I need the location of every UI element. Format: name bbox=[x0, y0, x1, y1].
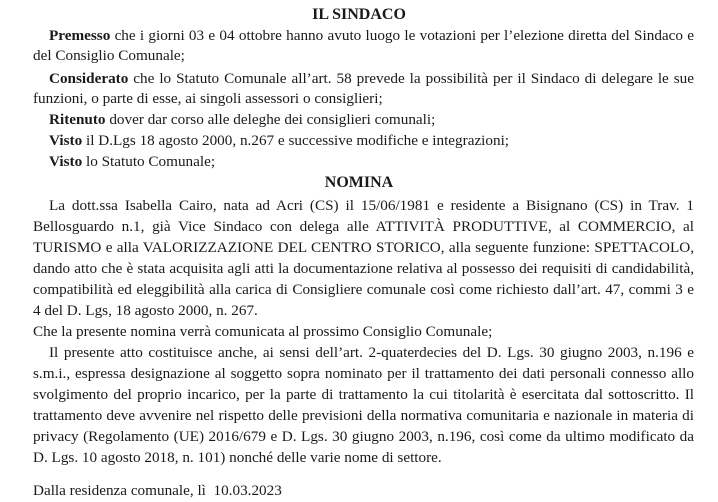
premise-visto-dlgs bbox=[0, 131, 718, 151]
premise-continuation: del Consiglio Comunale; bbox=[33, 47, 185, 64]
premise-keyword: Premesso bbox=[49, 27, 111, 44]
premise-keyword: Considerato bbox=[49, 70, 129, 87]
premise-continuation: funzioni, o parte di esse, ai singoli assessori o consiglieri; bbox=[33, 90, 383, 107]
nomina-heading: NOMINA bbox=[324, 174, 394, 191]
privacy-line: trattamento deve avvenire nel rispetto delle previsioni della normativa comunitaria e nazionale in materia di bbox=[33, 407, 694, 424]
premise-text: dover dar corso alle deleghe dei consiglieri comunali; bbox=[105, 111, 436, 128]
nomina-line: dando atto che è stata acquisita agli atti la documentazione relativa al possesso dei requisiti di candidabilità, bbox=[33, 260, 694, 277]
nomina-line: La dott.ssa Isabella Cairo, nata ad Acri (CS) il 15/06/1981 e residente a Bisignano (CS) in Trav. 1 bbox=[49, 197, 694, 214]
communication-line: Che la presente nomina verrà comunicata al prossimo Consiglio Comunale; bbox=[33, 323, 493, 340]
premise-considerato bbox=[0, 69, 718, 89]
nomina-line-last: 4 del D. Lgs, 18 agosto 2000, n. 267. bbox=[33, 302, 258, 319]
privacy-line: privacy (Regolamento (UE) 2016/679 e D. Lgs. 30 giugno 2003, n.196, così come da ultimo modificato da bbox=[33, 428, 694, 445]
privacy-line: s.m.i., espressa designazione al soggetto sopra nominato per il trattamento dei dati personali connesso allo bbox=[33, 365, 694, 382]
nomina-line: TURISMO e alla VALORIZZAZIONE DEL CENTRO STORICO, alla seguente funzione: SPETTACOLO, bbox=[33, 239, 694, 256]
premise-text: che lo Statuto Comunale all’art. 58 prevede la possibilità per il Sindaco di delegare le sue bbox=[128, 70, 694, 87]
premise-premesso bbox=[0, 26, 718, 46]
premise-text: il D.Lgs 18 agosto 2000, n.267 e successive modifiche e integrazioni; bbox=[82, 132, 510, 149]
nomina-line: Bellosguardo n.1, già Vice Sindaco con delega alle ATTIVITÀ PRODUTTIVE, al COMMERCIO, al bbox=[33, 218, 694, 235]
premise-keyword: Visto bbox=[49, 132, 83, 149]
premise-text: che i giorni 03 e 04 ottobre hanno avuto luogo le votazioni per l’elezione diretta del Sindaco e bbox=[110, 27, 694, 44]
closing-date-line: Dalla residenza comunale, lì 10.03.2023 bbox=[33, 482, 282, 499]
premise-ritenuto bbox=[0, 110, 718, 130]
nomina-line: compatibilità ed eleggibilità alla carica di Consigliere comunale così come richiesto dall’art. 47, commi 3 e bbox=[33, 281, 694, 298]
privacy-line: Il presente atto costituisce anche, ai sensi dell’art. 2-quaterdecies del D. Lgs. 30 giugno 2003, n.196 e bbox=[49, 344, 694, 361]
premise-text: lo Statuto Comunale; bbox=[82, 153, 216, 170]
document-heading: IL SINDACO bbox=[312, 6, 406, 23]
premise-visto-statuto bbox=[0, 152, 718, 172]
privacy-line: svolgimento del proprio incarico, per la parte di trattamento la cui titolarità è esercitata dal sottoscritto. Il bbox=[33, 386, 694, 403]
premise-keyword: Ritenuto bbox=[49, 111, 106, 128]
privacy-line-last: D. Lgs. 10 agosto 2018, n. 101) nonché delle varie nome di settore. bbox=[33, 449, 442, 466]
premise-keyword: Visto bbox=[49, 153, 83, 170]
